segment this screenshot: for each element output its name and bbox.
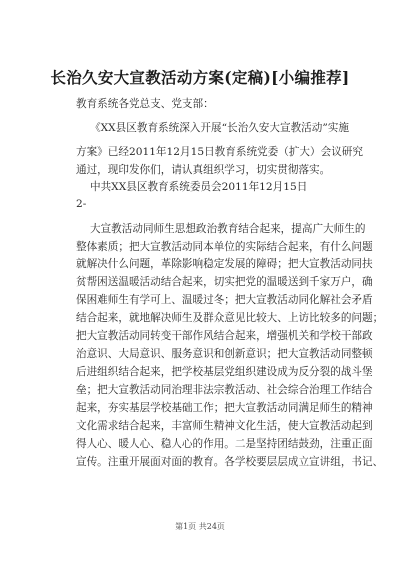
salutation: 教育系统各党总支、党支部：	[76, 98, 214, 110]
issuer-line: 中共XX县区教育系统委员会2011年12月15日	[90, 181, 308, 193]
body-line: 治意识、大局意识、服务意识和创新意识；把大宣教活动同整顿	[76, 348, 373, 360]
notice-line: 《XX县区教育系统深入开展“长治久安大宣教活动”实施	[90, 122, 349, 134]
body-line: 大宣教活动同师生思想政治教育结合起来，提高广大师生的	[90, 223, 366, 235]
body-line: 贫帮困送温暖活动结合起来，切实把党的温暖送到千家万户，确	[76, 276, 373, 288]
body-line: 保困难师生有学可上、温暖过冬；把大宣教活动同化解社会矛盾	[76, 294, 373, 306]
body-line: 宣传。注重开展面对面的教育。各学校要层层成立宣讲组，书记、	[76, 456, 384, 468]
body-line: 把大宣教活动同转变干部作风结合起来，增强机关和学校干部政	[76, 330, 373, 342]
body-line: 文化需求结合起来，丰富师生精神文化生活，使大宣教活动起到	[76, 420, 373, 432]
body-line: 整体素质；把大宣教活动同本单位的实际结合起来，有什么问题	[76, 241, 373, 253]
body-line: 垒；把大宣教活动同治理非法宗教活动、社会综合治理工作结合	[76, 384, 373, 396]
body-line: 结合起来，就地解决师生及群众意见比较大、上访比较多的问题；	[76, 312, 384, 324]
body-line: 得人心、暖人心、稳人心的作用。二是坚持团结鼓劲，注重正面	[76, 438, 373, 450]
notice-line: 方案》已经2011年12月15日教育系统党委（扩大）会议研究	[76, 146, 363, 158]
body-line: 起来，夯实基层学校基础工作；把大宣教活动同满足师生的精神	[76, 402, 373, 414]
page-footer: 第1页 共24页	[175, 522, 225, 531]
notice-line: 通过，现印发你们，请认真组织学习，切实贯彻落实。	[76, 164, 331, 176]
document-title: 长治久安大宣教活动方案(定稿)[小编推荐]	[50, 68, 350, 87]
body-line: 后进组织结合起来，把学校基层党组织建设成为反分裂的战斗堡	[76, 366, 373, 378]
body-line: 就解决什么问题，革除影响稳定发展的障碍；把大宣教活动同扶	[76, 258, 373, 270]
section-mark: 2-	[76, 198, 87, 210]
